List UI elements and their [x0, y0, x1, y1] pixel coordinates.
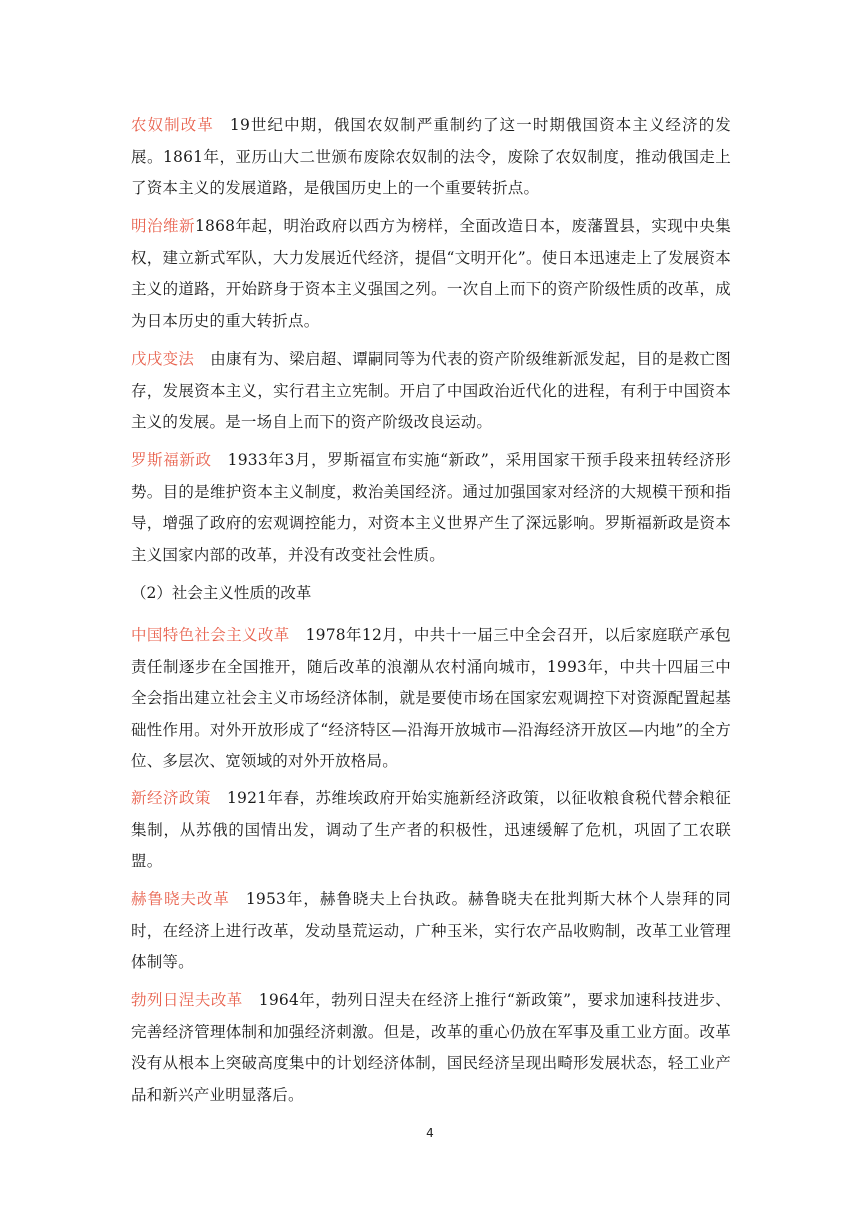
- entry-term: 罗斯福新政: [131, 451, 212, 469]
- page-number: 4: [426, 1126, 434, 1140]
- entry-term: 赫鲁晓夫改革: [131, 890, 230, 908]
- section-subheading: （2）社会主义性质的改革: [131, 584, 312, 602]
- entry-text: 1868年起，明治政府以西方为榜样，全面改造日本，废藩置县，实现中央集权，建立新式军队，大力发展近代经济，提倡“文明开化”。使日本迅速走上了发展资本主义的道路，开始跻身于资本主义强国之列。一次自上而下的资产阶级性质的改革，成为日本历史的重大转折点。: [131, 217, 731, 330]
- entry-hundred-days-reform: [131, 344, 731, 439]
- entry-text: 1964年，勃列日涅夫在经济上推行“新政策”，要求加速科技进步、完善经济管理体制和加强经济刺激。但是，改革的重心仍放在军事及重工业方面。改革没有从根本上突破高度集中的计划经济体制，国民经济呈现出畸形发展状态，轻工业产品和新兴产业明显落后。: [131, 991, 731, 1104]
- entry-term: 中国特色社会主义改革: [131, 626, 290, 644]
- entry-text: 1978年12月，中共十一届三中全会召开，以后家庭联产承包责任制逐步在全国推开，随后改革的浪潮从农村涌向城市，1993年，中共十四届三中全会指出建立社会主义市场经济体制，就是要使市场在国家宏观调控下对资源配置起基础性作用。对外开放形成了“经济特区—沿海开放城市—沿海经济开放区—内地”的全方位、多层次、宽领域的对外开放格局。: [131, 626, 731, 770]
- entry-term: 戊戌变法: [131, 350, 195, 368]
- entry-new-deal: [131, 445, 731, 571]
- entry-term: 明治维新: [131, 217, 195, 235]
- entry-chinese-socialist-reform: [131, 620, 731, 778]
- entry-khrushchev-reform: [131, 884, 731, 979]
- entry-term: 农奴制改革: [131, 116, 214, 134]
- entry-text: 1921年春，苏维埃政府开始实施新经济政策，以征收粮食税代替余粮征集制，从苏俄的国情出发，调动了生产者的积极性，迅速缓解了危机，巩固了工农联盟。: [131, 789, 731, 870]
- entry-term: 勃列日涅夫改革: [131, 991, 243, 1009]
- entry-serfdom-reform: [131, 110, 731, 205]
- entry-term: 新经济政策: [131, 789, 211, 807]
- entry-brezhnev-reform: [131, 985, 731, 1111]
- entry-text: 1953年，赫鲁晓夫上台执政。赫鲁晓夫在批判斯大林个人崇拜的同时，在经济上进行改革，发动垦荒运动，广种玉米，实行农产品收购制，改革工业管理体制等。: [131, 890, 732, 971]
- entry-new-economic-policy: [131, 783, 731, 878]
- entry-text: 19世纪中期，俄国农奴制严重制约了这一时期俄国资本主义经济的发展。1861年，亚历山大二世颁布废除农奴制的法令，废除了农奴制度，推动俄国走上了资本主义的发展道路，是俄国历史上的一个重要转折点。: [131, 116, 731, 197]
- entry-meiji-restoration: [131, 211, 731, 337]
- entry-text: 由康有为、梁启超、谭嗣同等为代表的资产阶级维新派发起，目的是救亡图存，发展资本主义，实行君主立宪制。开启了中国政治近代化的进程，有利于中国资本主义的发展。是一场自上而下的资产阶级改良运动。: [131, 350, 731, 431]
- entry-text: 1933年3月，罗斯福宣布实施“新政”，采用国家干预手段来扭转经济形势。目的是维护资本主义制度，救治美国经济。通过加强国家对经济的大规模干预和指导，增强了政府的宏观调控能力，对资本主义世界产生了深远影响。罗斯福新政是资本主义国家内部的改革，并没有改变社会性质。: [131, 451, 731, 564]
